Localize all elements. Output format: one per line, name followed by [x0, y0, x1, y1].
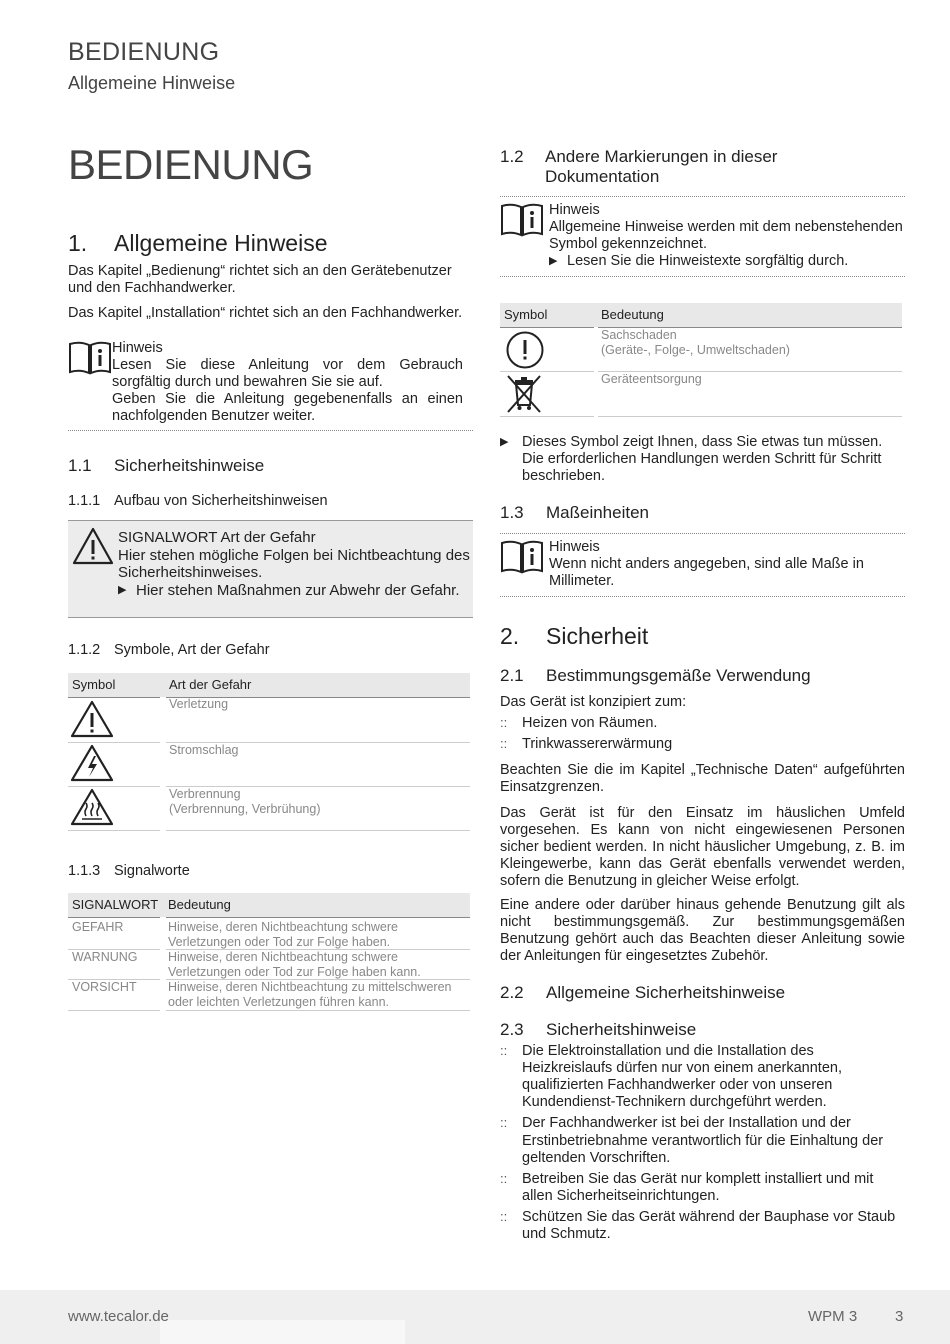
paragraph-bedienung: Das Kapitel „Bedienung“ richtet sich an den Gerätebenutzer und den Fachhandwerker.	[68, 263, 452, 297]
table-header-cell: Bedeutung	[168, 897, 231, 912]
table-header	[68, 673, 470, 697]
warning-action	[118, 582, 470, 600]
list-item-text: Schützen Sie das Gerät während der Bauphase vor Staub und Schmutz.	[522, 1208, 896, 1243]
section-1-1-heading	[68, 456, 264, 476]
divider	[500, 416, 594, 417]
section-1-heading	[68, 230, 328, 257]
section-1-1-3-heading	[68, 863, 190, 880]
section-number: 1.1.3	[68, 863, 101, 879]
list-item	[500, 1115, 905, 1166]
section-number: 1.1	[68, 456, 92, 475]
note-title: Hinweis	[549, 202, 600, 218]
note-title: Hinweis	[112, 340, 163, 356]
safety-list	[500, 1043, 905, 1243]
note-box	[500, 539, 905, 590]
section-2-3-heading	[500, 1020, 696, 1040]
warning-text: Hier stehen mögliche Folgen bei Nichtbeachtung des Sicherheitshinweises.	[118, 546, 470, 582]
table-header-cell: Symbol	[504, 307, 548, 322]
table-cell: Hinweise, deren Nichtbeachtung schwere Verletzungen oder Tod zur Folge haben kann.	[168, 950, 421, 979]
section-2-2-heading	[500, 983, 785, 1003]
info-book-icon	[68, 340, 112, 426]
table-header	[68, 893, 470, 917]
list-item-text: Heizen von Räumen.	[522, 715, 658, 731]
section-number: 1.3	[500, 503, 524, 522]
footer-model: WPM 3	[808, 1308, 858, 1325]
section-2-1-heading	[500, 666, 811, 686]
note-box	[68, 340, 473, 426]
section-1-1-1-heading	[68, 493, 328, 510]
divider	[500, 371, 594, 372]
section-number: 1.1.2	[68, 642, 101, 658]
table-header-cell: SIGNALWORT	[72, 897, 159, 912]
bullet-mark: ::	[500, 715, 508, 730]
running-header-subtitle: Allgemeine Hinweise	[68, 73, 236, 93]
table-cell: VORSICHT	[72, 980, 137, 994]
warning-box	[68, 520, 473, 618]
divider	[500, 327, 594, 328]
bullet-mark: ::	[500, 1043, 508, 1058]
divider	[68, 830, 160, 831]
list-item	[500, 1209, 905, 1243]
note-title: Hinweis	[549, 539, 600, 555]
section-title: Andere Markierungen in dieser Dokumentation	[545, 147, 778, 187]
section-1-2-heading	[500, 147, 905, 187]
table-cell: Sachschaden (Geräte-, Folge-, Umweltschaden)	[601, 328, 790, 357]
action-paragraph-text: Dieses Symbol zeigt Ihnen, dass Sie etwas tun müssen. Die erforderlichen Handlungen werden Schritt für Schritt beschrieben.	[522, 434, 883, 485]
divider	[500, 196, 905, 197]
arrow-right-icon: ▶	[549, 255, 558, 268]
crossed-bin-icon	[504, 373, 544, 420]
table-cell: Verletzung	[169, 697, 229, 711]
info-book-icon	[500, 202, 544, 270]
warning-title: SIGNALWORT Art der Gefahr	[118, 529, 316, 546]
paragraph-installation: Das Kapitel „Installation“ richtet sich an den Fachhandwerker.	[68, 305, 463, 321]
section-title: Sicherheit	[546, 623, 649, 649]
note-text: Geben Sie die Anleitung gegebenenfalls an einen nachfolgenden Benutzer weiter.	[112, 391, 463, 425]
bullet-mark: ::	[500, 1170, 508, 1186]
bullet-mark: ::	[500, 736, 508, 751]
table-header	[500, 303, 902, 327]
section-number: 2.3	[500, 1020, 524, 1039]
table-header-cell: Art der Gefahr	[169, 677, 252, 692]
arrow-right-icon: ▶	[118, 584, 127, 597]
exclamation-circle-icon	[505, 330, 545, 375]
paragraph: Das Gerät ist für den Einsatz im häuslichen Umfeld vorgesehen. Es kann von nicht eingewiesenen Personen sicher bedient werden. In nicht häuslicher Umgebung, z. B. im Kleingewerbe, kann das Gerät ebenfalls verwendet werden, sofern die Benutzung in gleicher Weise erfolgt.	[500, 805, 905, 890]
bullet-mark: ::	[500, 1115, 508, 1131]
list-item	[500, 1043, 905, 1111]
table-cell: Verbrennung (Verbrennung, Verbrühung)	[169, 787, 321, 816]
divider	[68, 697, 160, 698]
running-header-title: BEDIENUNG	[68, 38, 220, 66]
chapter-title: BEDIENUNG	[68, 141, 314, 188]
info-book-icon	[500, 539, 544, 590]
divider	[500, 276, 905, 277]
divider	[68, 917, 160, 918]
list-item	[500, 736, 672, 753]
section-title: Sicherheitshinweise	[114, 456, 265, 475]
divider	[166, 917, 470, 918]
section-number: 2.2	[500, 983, 524, 1002]
list-item-text: Die Elektroinstallation und die Installation des Heizkreislaufs dürfen nur von einem anerkannten, qualifizierten Fachhandwerker oder von unseren Kundendienst-Technikern durchgeführt werden.	[522, 1043, 842, 1111]
list-item	[500, 715, 657, 732]
note-text: Wenn nicht anders angegeben, sind alle Maße in Millimeter.	[549, 556, 864, 590]
warning-triangle-icon	[70, 700, 114, 743]
paragraph: Beachten Sie die im Kapitel „Technische Daten“ aufgeführten Einsatzgrenzen.	[500, 762, 905, 796]
table-cell: GEFAHR	[72, 920, 124, 934]
footer-url: www.tecalor.de	[68, 1308, 169, 1325]
section-title: Allgemeine Sicherheitshinweise	[546, 983, 786, 1002]
divider	[68, 430, 473, 431]
paragraph: Eine andere oder darüber hinaus gehende Benutzung gilt als nicht bestimmungsgemäß. Zur bestimmungsgemäßen Benutzung gehört auch das Beachten dieser Anleitung sowie der Anleitungen für eingesetztes Zubehör.	[500, 897, 905, 965]
note-text: Lesen Sie diese Anleitung vor dem Gebrauch sorgfältig durch und bewahren Sie sie auf.	[112, 357, 463, 391]
list-item-text: Betreiben Sie das Gerät nur komplett installiert und mit allen Sicherheitseinrichtungen.	[522, 1170, 874, 1204]
note-box	[500, 202, 905, 270]
note-action-text: Lesen Sie die Hinweistexte sorgfältig durch.	[567, 253, 849, 270]
section-number: 1.	[68, 230, 88, 256]
section-2-heading	[500, 623, 648, 650]
warning-action-text: Hier stehen Maßnahmen zur Abwehr der Gefahr.	[136, 582, 460, 600]
divider	[500, 596, 905, 597]
action-paragraph	[500, 434, 905, 485]
divider	[166, 1010, 470, 1011]
section-1-3-heading	[500, 503, 649, 523]
hot-surface-icon	[70, 788, 114, 831]
list-item	[500, 1171, 905, 1205]
list-item-text: Der Fachhandwerker ist bei der Installation und der Erstinbetriebnahme verantwortlich für die Einhaltung der geltenden Vorschriften.	[522, 1115, 884, 1166]
section-1-1-2-heading	[68, 642, 270, 659]
divider	[500, 533, 905, 534]
page-number: 3	[895, 1308, 904, 1325]
divider	[166, 830, 470, 831]
table-cell: Hinweise, deren Nichtbeachtung zu mittelschweren oder leichten Verletzungen führen kann.	[168, 980, 452, 1009]
section-title: Sicherheitshinweise	[546, 1020, 697, 1039]
table-cell: Hinweise, deren Nichtbeachtung schwere Verletzungen oder Tod zur Folge haben.	[168, 920, 398, 949]
section-title: Maßeinheiten	[546, 503, 650, 522]
footer-strip	[160, 1320, 405, 1344]
bullet-mark: ::	[500, 1208, 508, 1224]
table-cell: Geräteentsorgung	[601, 372, 702, 386]
divider	[68, 1010, 160, 1011]
section-title: Bestimmungsgemäße Verwendung	[546, 666, 811, 685]
table-header-cell: Symbol	[72, 677, 116, 692]
list-item-text: Trinkwassererwärmung	[522, 736, 673, 752]
divider	[598, 416, 902, 417]
divider	[68, 786, 160, 787]
electric-shock-icon	[70, 744, 114, 787]
section-number: 1.2	[500, 147, 524, 166]
note-text: Allgemeine Hinweise werden mit dem nebenstehenden Symbol gekennzeichnet.	[549, 219, 903, 253]
paragraph-intro: Das Gerät ist konzipiert zum:	[500, 694, 687, 710]
warning-triangle-icon	[72, 527, 114, 570]
note-action	[549, 253, 905, 270]
section-title: Symbole, Art der Gefahr	[114, 642, 270, 658]
divider	[68, 742, 160, 743]
table-header-cell: Bedeutung	[601, 307, 664, 322]
section-title: Signalworte	[114, 863, 190, 879]
table-cell: WARNUNG	[72, 950, 138, 964]
section-title: Aufbau von Sicherheitshinweisen	[114, 493, 328, 509]
section-number: 1.1.1	[68, 493, 101, 509]
arrow-right-icon: ▶	[500, 436, 509, 448]
section-title: Allgemeine Hinweise	[114, 230, 328, 256]
table-cell: Stromschlag	[169, 743, 239, 757]
section-number: 2.1	[500, 666, 524, 685]
page-footer	[0, 1290, 950, 1344]
section-number: 2.	[500, 623, 520, 649]
